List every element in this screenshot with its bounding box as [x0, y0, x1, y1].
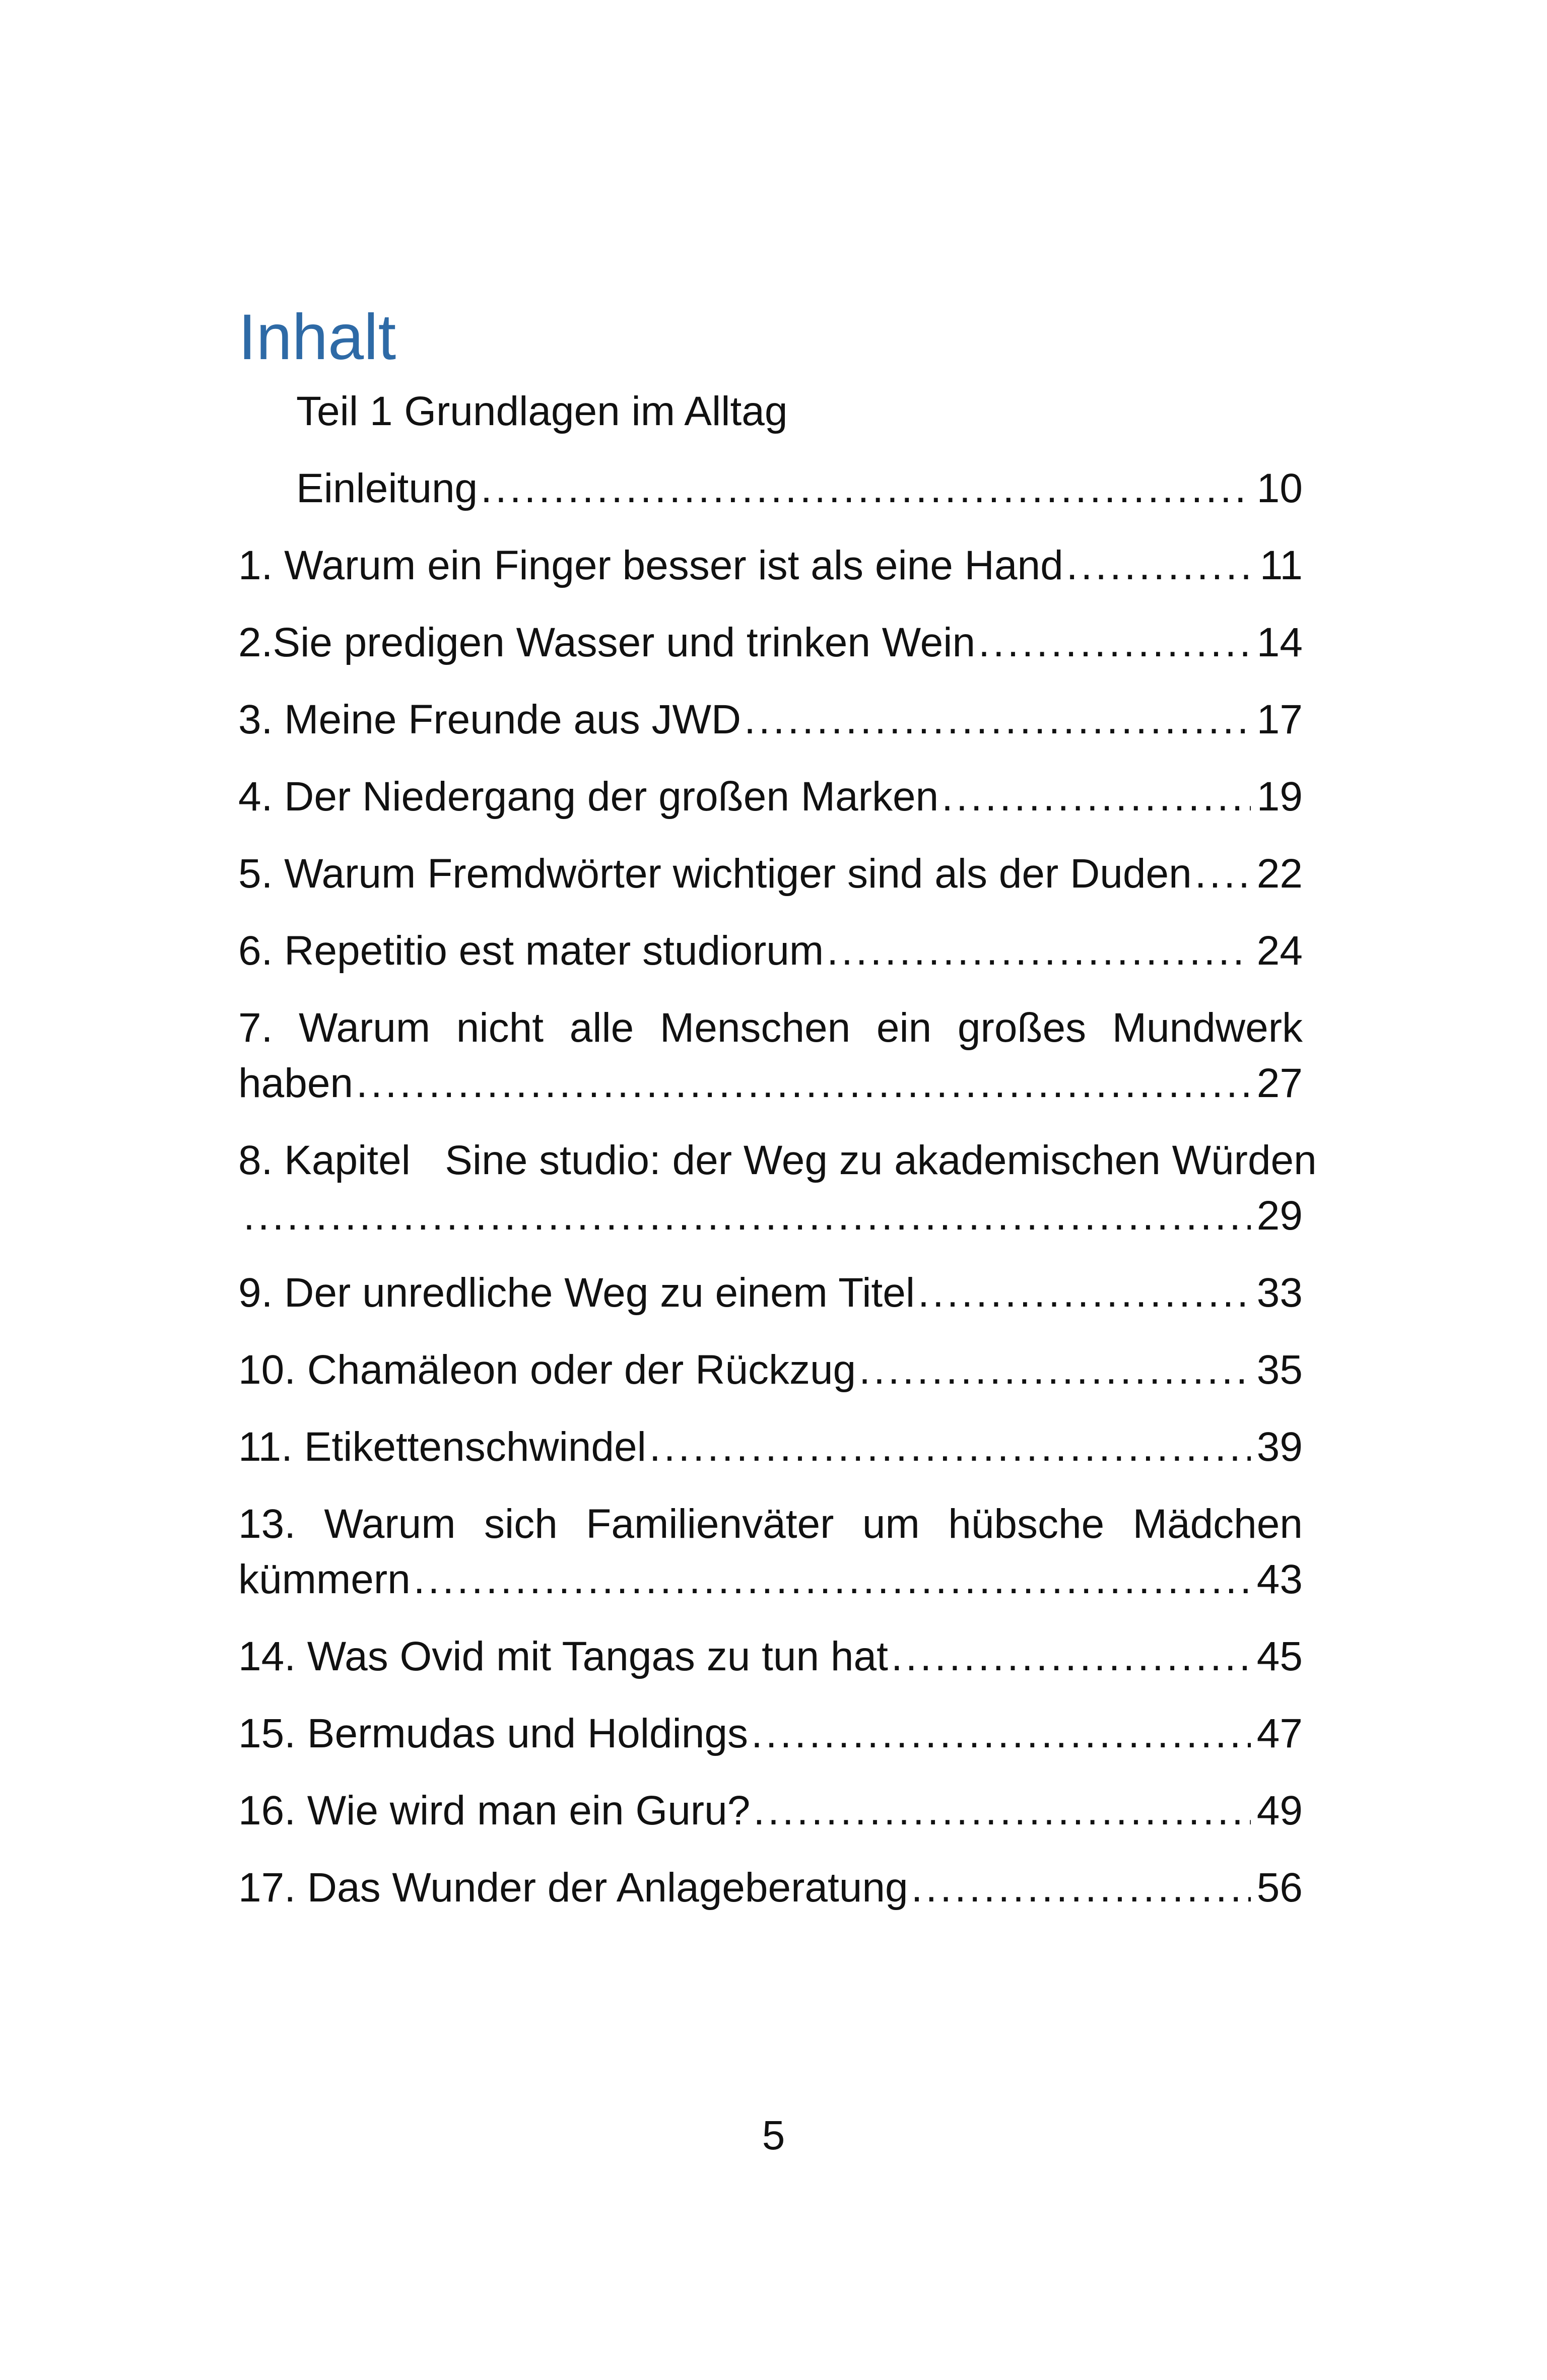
- dot-leader: [751, 1706, 1251, 1761]
- table-of-contents: [238, 461, 1317, 1937]
- toc-entry-title: 7. Warum nicht alle Menschen ein großes Mundwerk: [238, 1005, 1303, 1051]
- toc-entry-page: 14: [1256, 620, 1303, 665]
- dot-leader: [744, 692, 1251, 747]
- toc-entry-page: 19: [1256, 774, 1303, 820]
- toc-entry-title: 9. Der unredliche Weg zu einem Titel: [238, 1270, 915, 1316]
- toc-entry-8[interactable]: [238, 1133, 1317, 1244]
- dot-leader: [859, 1342, 1251, 1398]
- toc-entry-title: 2.Sie predigen Wasser und trinken Wein: [238, 620, 976, 665]
- toc-entry-page: 11: [1259, 542, 1303, 588]
- dot-leader: [918, 1265, 1251, 1321]
- toc-entry-10[interactable]: [238, 1342, 1303, 1398]
- toc-entry-16[interactable]: [238, 1783, 1303, 1839]
- toc-entry-14[interactable]: [238, 1629, 1303, 1684]
- dot-leader: [941, 769, 1251, 825]
- toc-entry-page: 27: [1256, 1060, 1303, 1106]
- dot-leader: [911, 1860, 1251, 1916]
- toc-part-heading: Teil 1 Grundlagen im Alltag: [296, 388, 788, 434]
- toc-entry-page: 17: [1256, 697, 1303, 742]
- dot-leader: [649, 1419, 1251, 1475]
- toc-entry-page: 45: [1256, 1634, 1303, 1679]
- toc-entry-page: 10: [1256, 465, 1303, 511]
- toc-entry-page: 49: [1256, 1788, 1303, 1833]
- toc-entry-page: 47: [1256, 1711, 1303, 1756]
- toc-entry-11[interactable]: [238, 1419, 1303, 1475]
- dot-leader: [1066, 538, 1254, 593]
- toc-entry-15[interactable]: [238, 1706, 1303, 1761]
- toc-entry-continuation-line: [238, 1188, 1303, 1244]
- toc-entry-2[interactable]: [238, 615, 1303, 670]
- dot-leader: [414, 1552, 1251, 1607]
- dot-leader: [753, 1783, 1250, 1839]
- toc-entry-page: 39: [1256, 1424, 1303, 1470]
- page-number: 5: [762, 2113, 785, 2158]
- toc-entry-title-continuation: haben: [238, 1060, 354, 1106]
- toc-entry-title: 11. Etikettenschwindel: [238, 1424, 646, 1470]
- toc-entry-title: 10. Chamäleon oder der Rückzug: [238, 1347, 856, 1393]
- toc-entry-6[interactable]: [238, 923, 1303, 979]
- dot-leader: [243, 1188, 1251, 1244]
- toc-entry-13[interactable]: [238, 1497, 1303, 1607]
- toc-heading: Inhalt: [238, 301, 396, 373]
- dot-leader: [978, 615, 1251, 670]
- toc-entry-title: Einleitung: [296, 465, 478, 511]
- toc-entry-4[interactable]: [238, 769, 1303, 825]
- dot-leader: [827, 923, 1251, 979]
- toc-entry-17[interactable]: [238, 1860, 1303, 1916]
- toc-entry-continuation-line: [238, 1552, 1303, 1607]
- toc-entry-3[interactable]: [238, 692, 1303, 747]
- toc-entry-title: 8. Kapitel Sine studio: der Weg zu akademischen Würden: [238, 1137, 1317, 1183]
- toc-entry-page: 35: [1256, 1347, 1303, 1393]
- toc-entry-page: 43: [1256, 1556, 1303, 1602]
- toc-entry-title: 1. Warum ein Finger besser ist als eine Hand: [238, 542, 1063, 588]
- toc-entry-title-continuation: kümmern: [238, 1556, 411, 1602]
- toc-entry-title: 13. Warum sich Familienväter um hübsche Mädchen: [238, 1501, 1303, 1547]
- toc-entry-title: 5. Warum Fremdwörter wichtiger sind als der Duden: [238, 851, 1192, 897]
- toc-entry-page: 56: [1256, 1865, 1303, 1911]
- toc-entry-title: 6. Repetitio est mater studiorum: [238, 928, 824, 974]
- dot-leader: [891, 1629, 1251, 1684]
- toc-entry-title: 15. Bermudas und Holdings: [238, 1711, 748, 1756]
- toc-entry-page: 22: [1256, 851, 1303, 897]
- dot-leader: [1195, 846, 1251, 902]
- toc-entry-1[interactable]: [238, 538, 1303, 593]
- toc-entry-5[interactable]: [238, 846, 1303, 902]
- toc-entry-page: 29: [1256, 1193, 1303, 1239]
- toc-entry-title: 16. Wie wird man ein Guru?: [238, 1788, 751, 1833]
- toc-entry-9[interactable]: [238, 1265, 1303, 1321]
- toc-entry-title: 4. Der Niedergang der großen Marken: [238, 774, 939, 820]
- toc-entry-title: 17. Das Wunder der Anlageberatung: [238, 1865, 908, 1911]
- toc-entry-page: 33: [1256, 1270, 1303, 1316]
- toc-entry-einleitung[interactable]: [238, 461, 1303, 516]
- toc-entry-title: 14. Was Ovid mit Tangas zu tun hat: [238, 1634, 888, 1679]
- dot-leader: [356, 1056, 1251, 1111]
- toc-entry-title: 3. Meine Freunde aus JWD: [238, 697, 742, 742]
- toc-entry-continuation-line: [238, 1056, 1303, 1111]
- toc-entry-7[interactable]: [238, 1000, 1303, 1111]
- dot-leader: [481, 461, 1251, 516]
- toc-entry-page: 24: [1256, 928, 1303, 974]
